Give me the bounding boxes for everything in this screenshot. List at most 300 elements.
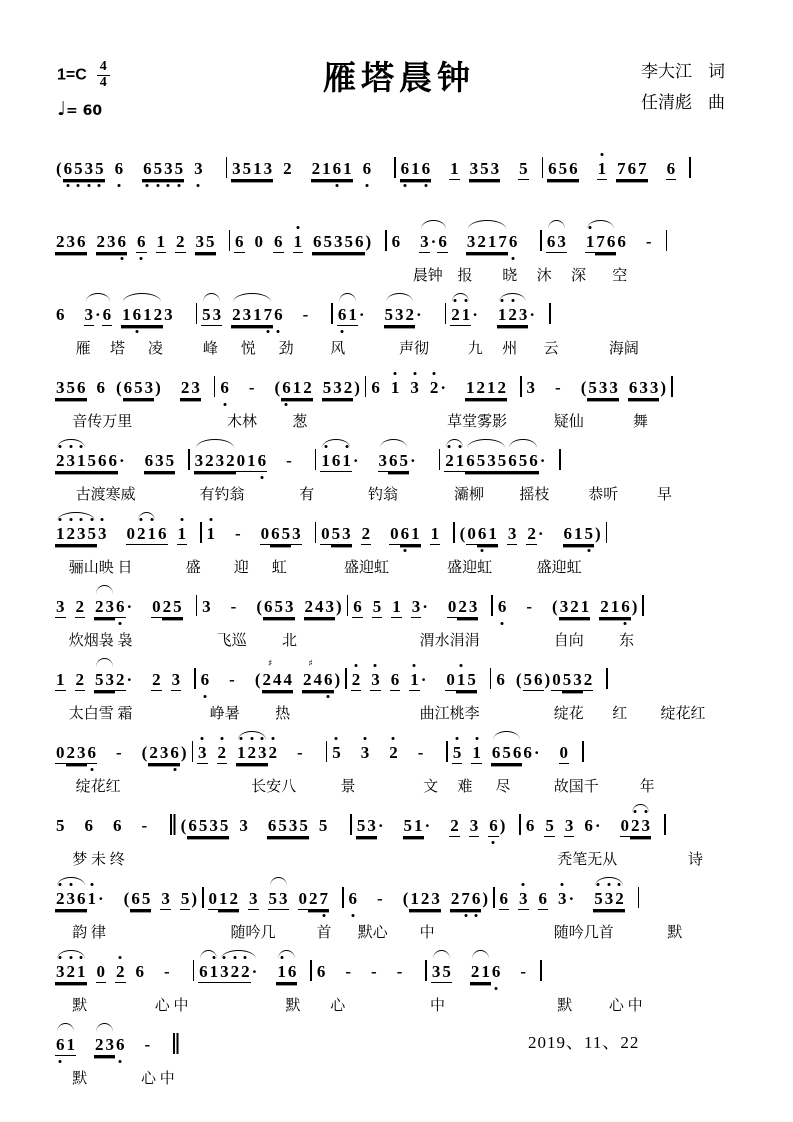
notation-row [55, 288, 743, 335]
lyric-syllable: 心 [330, 998, 346, 1014]
lyric-syllable: 盛 [185, 560, 201, 576]
note: 3 [98, 524, 107, 543]
lyric-syllable: 难 [457, 779, 473, 795]
lyrics-row [55, 481, 743, 505]
note: 6 [525, 816, 535, 835]
lyric-syllable: 深 [571, 268, 587, 284]
note: ( [254, 670, 261, 689]
note: 5 [277, 815, 288, 837]
slur-arc [55, 1034, 76, 1056]
slur-arc [194, 450, 236, 472]
note: 2 [311, 158, 322, 180]
note: 3 [341, 523, 352, 545]
note: 1 [321, 158, 332, 180]
note: 0 [620, 815, 631, 837]
note: 1 [449, 158, 460, 180]
lyric-syllable: 中 [429, 998, 445, 1014]
note: 3 [55, 596, 66, 618]
barline [394, 157, 396, 178]
note: 5 [174, 158, 185, 180]
note: 1 [55, 669, 66, 691]
note: 1 [218, 888, 229, 910]
lyric-syllable: 韵 律 [72, 925, 106, 941]
key-signature: 1=C [57, 66, 87, 84]
note: 3 [370, 669, 381, 691]
note: · [358, 305, 365, 324]
note: 3 [604, 888, 615, 910]
note: 3 [197, 742, 208, 764]
lyric-syllable: 盛迎虹 [536, 560, 582, 576]
note: 6 [108, 450, 119, 472]
note: 2 [470, 961, 481, 983]
note: 6 [352, 596, 363, 618]
note: 6 [331, 450, 342, 472]
note: 7 [637, 158, 648, 180]
note: · [472, 305, 478, 324]
note: 3 [558, 889, 567, 908]
note: 5 [205, 231, 216, 253]
slur-arc [431, 961, 452, 983]
slur-arc [55, 450, 87, 472]
notation-row [55, 653, 743, 700]
note: 2 [268, 743, 278, 762]
note: · [95, 305, 101, 324]
slur-arc [55, 523, 97, 545]
note: · [424, 816, 431, 835]
note: ( [580, 378, 587, 397]
note: 3 [105, 596, 116, 618]
note: 6 [491, 962, 501, 981]
note: 6 [491, 742, 502, 764]
note: 6 [113, 816, 122, 835]
barline [193, 960, 195, 981]
note: 3 [360, 743, 370, 762]
note: 5 [56, 816, 65, 835]
note: 6 [371, 378, 380, 397]
note: 6 [87, 742, 98, 764]
lyric-syllable: 默 [285, 998, 301, 1014]
lyric-syllable: 迎 [233, 560, 249, 576]
barline [345, 668, 347, 689]
note: 6 [144, 450, 155, 472]
lyric-syllable: 疑仙 [553, 414, 584, 430]
barline [365, 376, 367, 397]
note: 1 [471, 742, 482, 764]
note: 1 [66, 1034, 77, 1056]
note: 2 [429, 378, 439, 397]
note: 6 [198, 961, 209, 983]
note: 3 [76, 523, 87, 545]
note: 2 [75, 669, 86, 691]
slur-arc [231, 304, 273, 326]
note: 3 [507, 523, 518, 545]
note: 1 [497, 304, 508, 326]
barline [490, 668, 492, 689]
note: 2 [94, 1034, 105, 1056]
lyric-syllable: 心 中 [608, 998, 643, 1014]
note: 2 [175, 231, 186, 253]
note: · [98, 889, 104, 908]
score-line [55, 142, 743, 215]
slur-arc [219, 961, 258, 983]
lyrics-row [55, 700, 743, 724]
barline [689, 157, 691, 178]
score-line [55, 872, 743, 945]
composer-role: 曲 [708, 93, 725, 113]
note: 6 [508, 232, 518, 251]
note: 3 [231, 158, 242, 180]
note: · [430, 232, 437, 251]
note: 1 [206, 524, 215, 543]
lyric-syllable: 空 [612, 268, 628, 284]
lyrics-row [55, 335, 743, 359]
note: 6 [354, 231, 365, 253]
note: 3 [194, 450, 205, 472]
note: 3 [208, 815, 219, 837]
note: 3 [84, 158, 95, 180]
note: 2 [599, 596, 610, 618]
lyric-syllable: 自向 [553, 633, 584, 649]
note: 6 [400, 158, 411, 180]
note: - [235, 524, 241, 543]
note: 5 [133, 377, 144, 399]
lyric-syllable: 秃笔无从 [557, 852, 618, 868]
note: 2 [507, 304, 518, 326]
notation-row [55, 507, 743, 554]
note: 1 [486, 377, 497, 399]
lyrics-row [55, 554, 743, 578]
note: 2 [302, 377, 313, 399]
note: 3 [106, 231, 117, 253]
note: 6 [465, 450, 476, 472]
slur-arc [236, 742, 268, 764]
note: 5 [242, 158, 253, 180]
barline [385, 230, 387, 251]
note: 6 [512, 742, 523, 764]
lyrics-row [55, 1065, 743, 1089]
note: ( [552, 597, 558, 616]
note: 6 [102, 304, 113, 326]
note: 2 [476, 231, 487, 253]
lyric-syllable: 诗 [687, 852, 703, 868]
note: 2 [230, 961, 241, 983]
note: 3 [556, 231, 567, 253]
note: 3 [66, 231, 77, 253]
note: 1 [55, 523, 66, 545]
note: 3 [332, 377, 343, 399]
note: 6 [568, 158, 579, 180]
note: 5 [180, 888, 191, 910]
lyric-syllable: 葱 [292, 414, 308, 430]
note: 6 [273, 231, 284, 253]
slur-arc [378, 450, 410, 472]
note: 1 [573, 523, 584, 545]
note: ) [334, 670, 341, 689]
note: 5 [323, 231, 334, 253]
note: 0 [126, 523, 137, 545]
note: · [594, 816, 601, 835]
note: 3 [468, 596, 479, 618]
note: 6 [523, 743, 532, 762]
lyric-syllable: 炊烟袅 袅 [68, 633, 133, 649]
note: - [297, 743, 303, 762]
slur-arc [585, 231, 617, 253]
note: 6 [488, 815, 499, 837]
note: 1 [391, 596, 402, 618]
note: 6 [499, 888, 510, 910]
lyric-syllable: 曲江桃李 [419, 706, 480, 722]
lyric-syllable: 文 [423, 779, 439, 795]
note: 2 [526, 523, 537, 545]
note: 6 [533, 669, 544, 691]
barline [315, 522, 317, 543]
note: 1 [76, 450, 87, 472]
lyric-syllable: 盛迎虹 [447, 560, 493, 576]
note: 1 [487, 231, 498, 253]
slur-arc [121, 304, 163, 326]
note: 5 [201, 304, 212, 326]
lyric-syllable: 盛迎虹 [343, 560, 389, 576]
note: 6 [471, 888, 482, 910]
note: 1 [409, 888, 420, 910]
lyric-syllable: 恭听 [588, 487, 619, 503]
note: 1 [413, 815, 424, 837]
barline [491, 595, 493, 616]
tempo-marking [57, 98, 102, 120]
note: 1 [409, 669, 420, 691]
barline [559, 449, 561, 470]
barline [540, 230, 542, 251]
note: 3 [598, 377, 609, 399]
note: 3 [278, 888, 289, 910]
note: 3 [490, 158, 501, 180]
slur-arc [320, 450, 352, 472]
note: 6 [348, 889, 358, 908]
note: 6 [332, 158, 343, 180]
note: 0 [260, 523, 271, 545]
note: 3 [466, 231, 477, 253]
note: 7 [497, 231, 508, 253]
note: 2 [444, 450, 455, 472]
slur-arc [466, 231, 508, 253]
barline [520, 376, 522, 397]
lyric-syllable: 虹 [271, 560, 287, 576]
note: ( [123, 889, 130, 908]
note: 3 [66, 450, 77, 472]
lyric-syllable: 绽花红 [75, 779, 121, 795]
note: 5 [274, 596, 285, 618]
barline [453, 522, 455, 543]
lyric-syllable: 有钓翁 [199, 487, 245, 503]
note: · [529, 305, 536, 324]
note: 5 [94, 669, 105, 691]
note: ) [499, 816, 506, 835]
note: 1 [410, 523, 421, 545]
slur-arc [268, 888, 289, 910]
lyric-syllable: 早 [657, 487, 673, 503]
note: ) [544, 670, 551, 689]
note: 5 [441, 961, 452, 983]
quarter-note-icon: ♩ [57, 98, 66, 120]
note: 3 [144, 377, 155, 399]
notation-row [55, 945, 743, 992]
barline [192, 741, 194, 762]
note: 3 [105, 669, 116, 691]
note: 3 [638, 377, 649, 399]
note: 6 [323, 669, 334, 691]
lyric-syllable: 钓翁 [368, 487, 399, 503]
lyricist-role: 词 [708, 62, 725, 81]
note: - [248, 378, 255, 397]
lyric-syllable: 灞柳 [454, 487, 485, 503]
note: 3 [649, 377, 660, 399]
lyrics-row [55, 846, 743, 870]
barline [342, 887, 344, 908]
note: 6 [391, 232, 401, 251]
lyric-syllable: 报 [457, 268, 473, 284]
note: 5 [298, 815, 309, 837]
lyric-syllable: 北 [282, 633, 298, 649]
note: 3 [394, 304, 405, 326]
note: · [119, 451, 125, 470]
lyrics-row [55, 262, 743, 286]
note: 6 [56, 305, 65, 324]
note: 3 [248, 888, 259, 910]
score-line [55, 653, 743, 726]
barline [493, 887, 495, 908]
lyric-syllable: 飞巡 [216, 633, 247, 649]
note: 6 [169, 742, 180, 764]
note: 1 [580, 596, 591, 618]
note: 2 [151, 669, 162, 691]
note: 3 [469, 158, 480, 180]
score-line [55, 507, 743, 580]
barline [202, 887, 204, 908]
slur-arc [276, 961, 297, 983]
note: 0 [389, 523, 400, 545]
note: 6 [497, 597, 507, 616]
note: 6 [606, 231, 617, 253]
note: - [144, 1035, 151, 1054]
note: 5 [331, 523, 342, 545]
note: 2 [66, 523, 77, 545]
note: 6 [563, 523, 574, 545]
note: ( [256, 597, 263, 616]
note: 3 [411, 596, 422, 618]
note: ) [365, 232, 372, 251]
score-line [55, 288, 743, 361]
note: 2 [153, 304, 164, 326]
slur-arc [94, 596, 115, 618]
note: 2 [55, 888, 66, 910]
note: 1 [76, 961, 87, 983]
song-title: 雁塔晨钟 [323, 61, 475, 97]
note: 2 [136, 523, 147, 545]
note: 3 [84, 304, 95, 326]
note: 3 [55, 961, 66, 983]
lyric-syllable: 摇枝 [519, 487, 550, 503]
note: 5 [219, 815, 230, 837]
barline [226, 157, 228, 178]
barline [666, 230, 668, 251]
note: - [345, 962, 352, 981]
note: 6 [270, 523, 281, 545]
note: 1 [142, 304, 153, 326]
note: 2 [283, 159, 292, 178]
lyric-syllable: 峥暑 [209, 706, 240, 722]
note: 3 [105, 1034, 116, 1056]
lyrics-row [55, 919, 743, 943]
barline [315, 449, 317, 470]
note: 1 [341, 450, 352, 472]
slur-arc [497, 304, 529, 326]
note: 3 [378, 450, 389, 472]
note: - [396, 962, 403, 981]
lyric-syllable: 九 [467, 341, 483, 357]
note: 5 [141, 888, 152, 910]
note: 2 [247, 742, 258, 764]
note: 6 [116, 1035, 125, 1054]
lyric-syllable: 海阔 [608, 341, 639, 357]
lyrics-row [55, 773, 743, 797]
note: 3 [608, 377, 619, 399]
score-line [55, 726, 743, 799]
lyric-syllable: 晨钟 [412, 268, 443, 284]
note: - [116, 743, 122, 762]
score-line [55, 580, 743, 653]
notation-row [55, 580, 743, 627]
note: 5 [518, 450, 529, 472]
note: 6 [76, 231, 87, 253]
note: 0 [151, 596, 162, 618]
note: 1 [455, 450, 466, 472]
note: - [371, 962, 377, 981]
note: 5 [165, 450, 176, 472]
note: 1 [292, 377, 303, 399]
note: 0 [447, 596, 458, 618]
note: 5 [281, 523, 292, 545]
note: 1 [276, 961, 287, 983]
note: 6 [114, 159, 124, 178]
barline [582, 741, 584, 762]
note: 1 [597, 158, 608, 180]
slur-arc [419, 231, 448, 253]
note: ) [660, 378, 667, 397]
note: 1 [156, 231, 167, 253]
note: 2 [94, 596, 105, 618]
note: · [533, 743, 540, 762]
note: 5 [476, 450, 487, 472]
note: - [229, 670, 235, 689]
note: 5 [268, 888, 279, 910]
barline [664, 814, 666, 835]
slur-arc [94, 1034, 115, 1056]
note: - [417, 743, 424, 762]
barline [439, 449, 441, 470]
note: ♯ 4 [313, 669, 324, 691]
lyric-syllable: 长安八 [251, 779, 297, 795]
note: 2 [115, 669, 126, 691]
note: - [645, 232, 652, 251]
note: 6 [362, 159, 372, 178]
note: 3 [641, 815, 652, 837]
note: 2 [308, 888, 319, 910]
note: 1 [236, 742, 247, 764]
note: 3 [431, 961, 442, 983]
barline [425, 960, 427, 981]
barline [446, 741, 448, 762]
note: ) [155, 378, 161, 397]
